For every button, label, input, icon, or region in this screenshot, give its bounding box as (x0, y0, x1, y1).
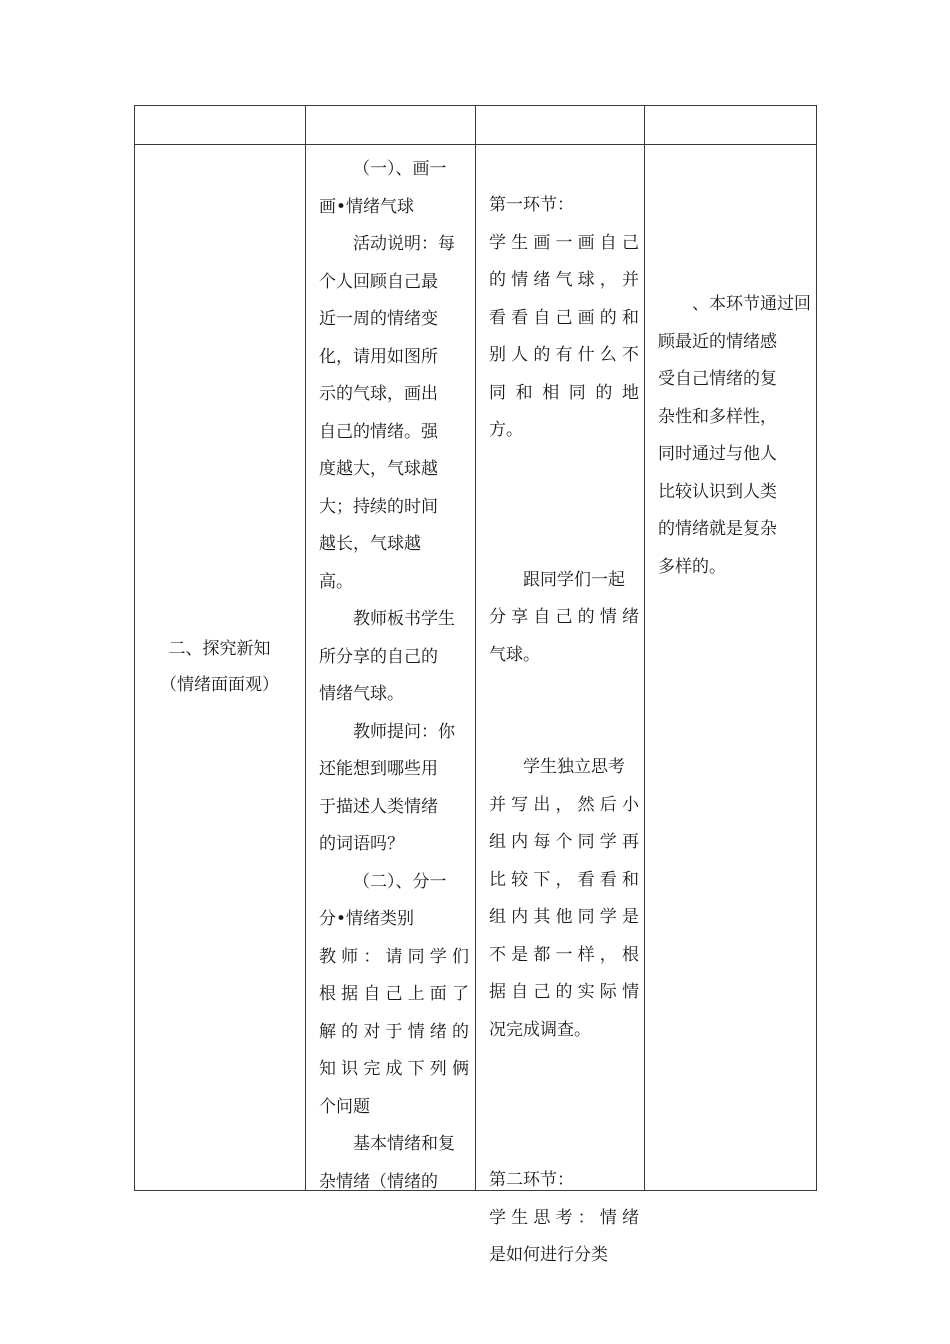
text-line: 不 是 都 一 样 ， 根 (489, 944, 639, 965)
text-line: 同 和 相 同 的 地 (489, 382, 639, 403)
text-line: 教师提问：你 (353, 721, 455, 742)
text-line: 教师板书学生 (353, 609, 455, 629)
design-intent-cell (658, 286, 811, 586)
lesson-plan-table (134, 105, 817, 1265)
column-divider (305, 105, 306, 1191)
text-line: 方。 (489, 420, 523, 440)
text-line: 活动说明：每 (353, 234, 455, 254)
text-line: 的词语吗？ (319, 834, 404, 854)
section-title-cell (134, 631, 305, 703)
text-line: 越长，气球越 (319, 534, 421, 554)
text-line: 根 据 自 己 上 面 了 (319, 984, 469, 1004)
text-line: 所分享的自己的 (319, 646, 438, 667)
text-line: 据 自 己 的 实 际 情 (489, 982, 639, 1002)
text-line: （二）、分一 (353, 871, 447, 892)
text-line: 分 享 自 己 的 情 绪 (489, 607, 639, 627)
text-line: 自己的情绪。强 (319, 421, 438, 442)
text-line: 别 人 的 有 什 么 不 (489, 345, 639, 365)
text-line: 知 识 完 成 下 列 俩 (319, 1059, 469, 1079)
text-line: 学 生 画 一 画 自 己 (489, 232, 639, 253)
text-line: 大；持续的时间 (319, 496, 438, 517)
text-line: 度越大，气球越 (319, 459, 438, 479)
text-line: 分•情绪类别 (319, 909, 415, 929)
text-line: 教 师 ： 请 同 学 们 (319, 946, 469, 967)
text-line: 化，请用如图所 (319, 346, 438, 367)
text-line: 跟同学们一起 (523, 569, 625, 590)
teacher-activity-cell (319, 151, 469, 1201)
text-line: 示的气球，画出 (319, 384, 438, 404)
stage-title: 第一环节： (489, 195, 574, 215)
student-block (489, 1200, 639, 1275)
text-line: 是如何进行分类 (489, 1245, 608, 1265)
table-border-right (816, 105, 817, 1191)
section-subtitle: （情绪面面观） (160, 675, 279, 695)
student-block (489, 749, 639, 1049)
text-line: 的情绪就是复杂 (658, 519, 777, 539)
text-line: 画•情绪气球 (319, 196, 415, 217)
stage-title: 第二环节： (489, 1170, 574, 1190)
text-line: 、本环节通过回 (692, 294, 811, 314)
text-line: 杂性和多样性， (658, 406, 777, 427)
text-line: 于描述人类情绪 (319, 796, 438, 817)
text-line: 况完成调查。 (489, 1019, 591, 1040)
text-line: 顾最近的情绪感 (658, 331, 777, 352)
text-line: （一）、画一 (353, 159, 447, 179)
student-block (489, 225, 639, 450)
text-line: 近一周的情绪变 (319, 309, 438, 329)
text-line: 学生独立思考 (523, 757, 625, 777)
text-line: 比较认识到人类 (658, 481, 777, 502)
text-line: 高。 (319, 571, 353, 592)
text-line: 还能想到哪些用 (319, 759, 438, 779)
text-line: 杂情绪（情绪的 (319, 1171, 438, 1192)
text-line: 受自己情绪的复 (658, 369, 777, 389)
text-line: 看 看 自 己 画 的 和 (489, 307, 639, 328)
section-title: 二、探究新知 (168, 639, 271, 659)
text-line: 同时通过与他人 (658, 444, 777, 464)
text-line: 比 较 下 ， 看 看 和 (489, 869, 639, 890)
text-line: 基本情绪和复 (353, 1134, 455, 1154)
column-divider (644, 105, 645, 1191)
text-line: 并 写 出 ， 然 后 小 (489, 794, 639, 815)
student-block (489, 562, 639, 675)
text-line: 学 生 思 考 ： 情 绪 (489, 1207, 639, 1228)
text-line: 的 情 绪 气 球 ， 并 (489, 270, 639, 290)
text-line: 组 内 每 个 同 学 再 (489, 832, 639, 852)
column-divider (475, 105, 476, 1191)
text-line: 多样的。 (658, 556, 726, 577)
text-line: 组 内 其 他 同 学 是 (489, 907, 639, 927)
text-line: 解 的 对 于 情 绪 的 (319, 1021, 469, 1042)
text-line: 个人回顾自己最 (319, 271, 438, 292)
text-line: 个问题 (319, 1096, 370, 1117)
text-line: 情绪气球。 (319, 684, 404, 704)
student-activity-cell (489, 187, 639, 1275)
text-line: 气球。 (489, 644, 540, 665)
